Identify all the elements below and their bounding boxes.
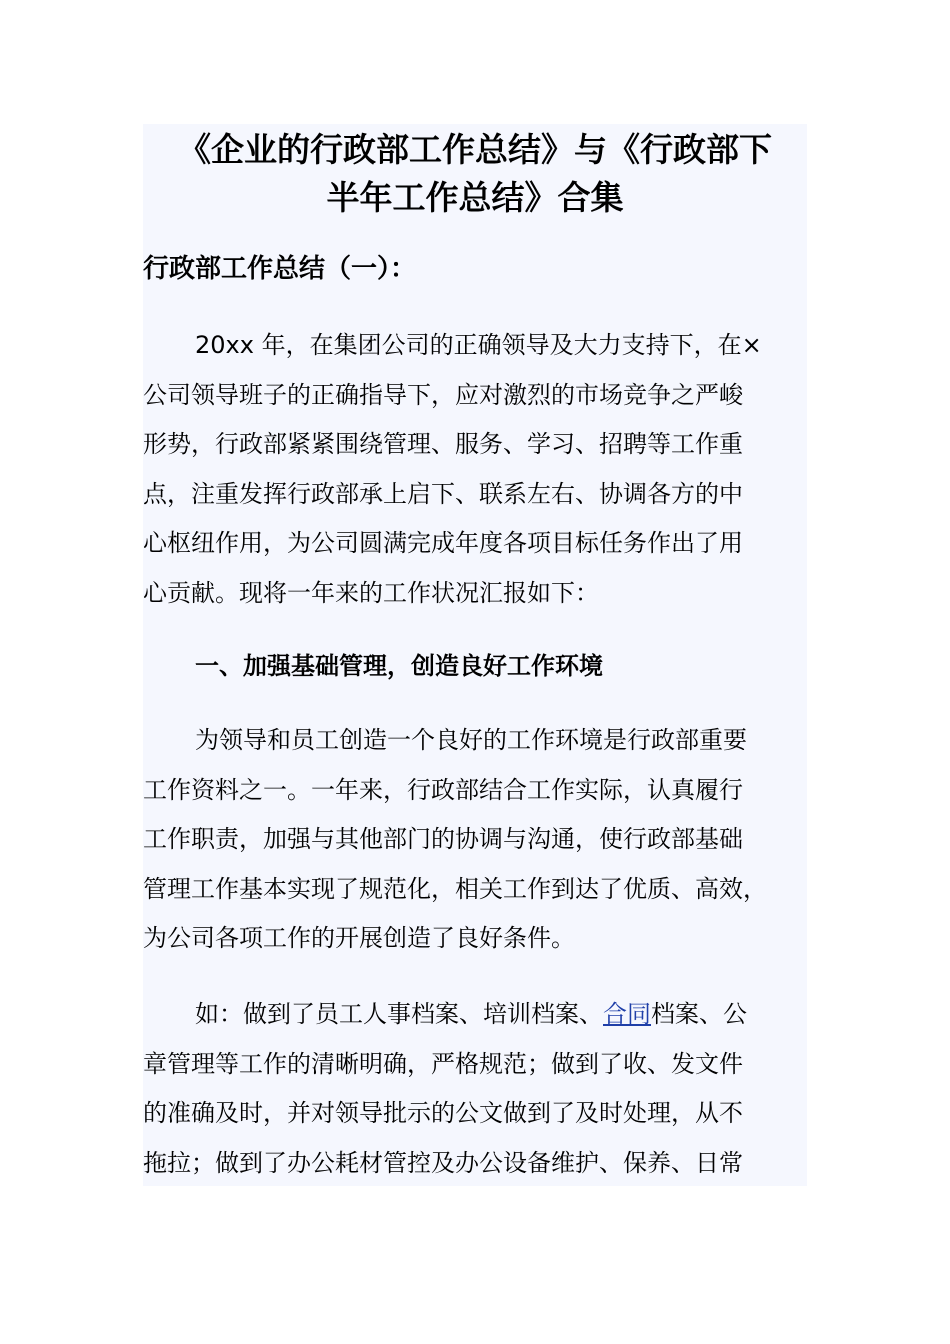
paragraph-environment bbox=[143, 716, 807, 964]
paragraph-line bbox=[143, 990, 807, 1040]
paragraph-line: 公司领导班子的正确指导下，应对激烈的市场竞争之严峻 bbox=[143, 380, 743, 409]
paragraph-examples bbox=[143, 990, 807, 1188]
paragraph-line: 拖拉；做到了办公耗材管控及办公设备维护、保养、日常 bbox=[143, 1148, 743, 1177]
paragraph-line: 为公司各项工作的开展创造了良好条件。 bbox=[143, 924, 575, 952]
document-title bbox=[143, 126, 807, 222]
text-segment: 档案、公 bbox=[651, 1000, 747, 1028]
section-heading: 行政部工作总结（一）： bbox=[143, 254, 417, 284]
paragraph-line: 为领导和员工创造一个良好的工作环境是行政部重要 bbox=[195, 726, 747, 754]
paragraph-line: 20xx 年，在集团公司的正确领导及大力支持下，在× bbox=[195, 331, 762, 359]
paragraph-line: 工作资料之一。一年来，行政部结合工作实际，认真履行 bbox=[143, 775, 743, 804]
subheading-basic-management: 一、加强基础管理，创造良好工作环境 bbox=[195, 652, 603, 680]
document-page bbox=[143, 124, 807, 1186]
paragraph-line: 工作职责，加强与其他部门的协调与沟通，使行政部基础 bbox=[143, 825, 743, 853]
text-segment: 如：做到了员工人事档案、培训档案、 bbox=[195, 1000, 603, 1028]
paragraph-line: 形势，行政部紧紧围绕管理、服务、学习、招聘等工作重 bbox=[143, 430, 743, 458]
paragraph-line: 的准确及时，并对领导批示的公文做到了及时处理，从不 bbox=[143, 1099, 743, 1127]
paragraph-line: 章管理等工作的清晰明确，严格规范；做到了收、发文件 bbox=[143, 1049, 743, 1078]
paragraph-intro bbox=[143, 321, 807, 618]
contract-link[interactable]: 合同 bbox=[603, 1000, 651, 1028]
paragraph-line: 心贡献。现将一年来的工作状况汇报如下： bbox=[143, 578, 599, 607]
paragraph-line: 点，注重发挥行政部承上启下、联系左右、协调各方的中 bbox=[143, 479, 743, 508]
title-line-1: 《企业的行政部工作总结》与《行政部下 bbox=[178, 130, 772, 169]
title-line-2: 半年工作总结》合集 bbox=[326, 178, 624, 217]
paragraph-line: 心枢纽作用，为公司圆满完成年度各项目标任务作出了用 bbox=[143, 529, 743, 557]
paragraph-line: 管理工作基本实现了规范化，相关工作到达了优质、高效， bbox=[143, 874, 767, 903]
